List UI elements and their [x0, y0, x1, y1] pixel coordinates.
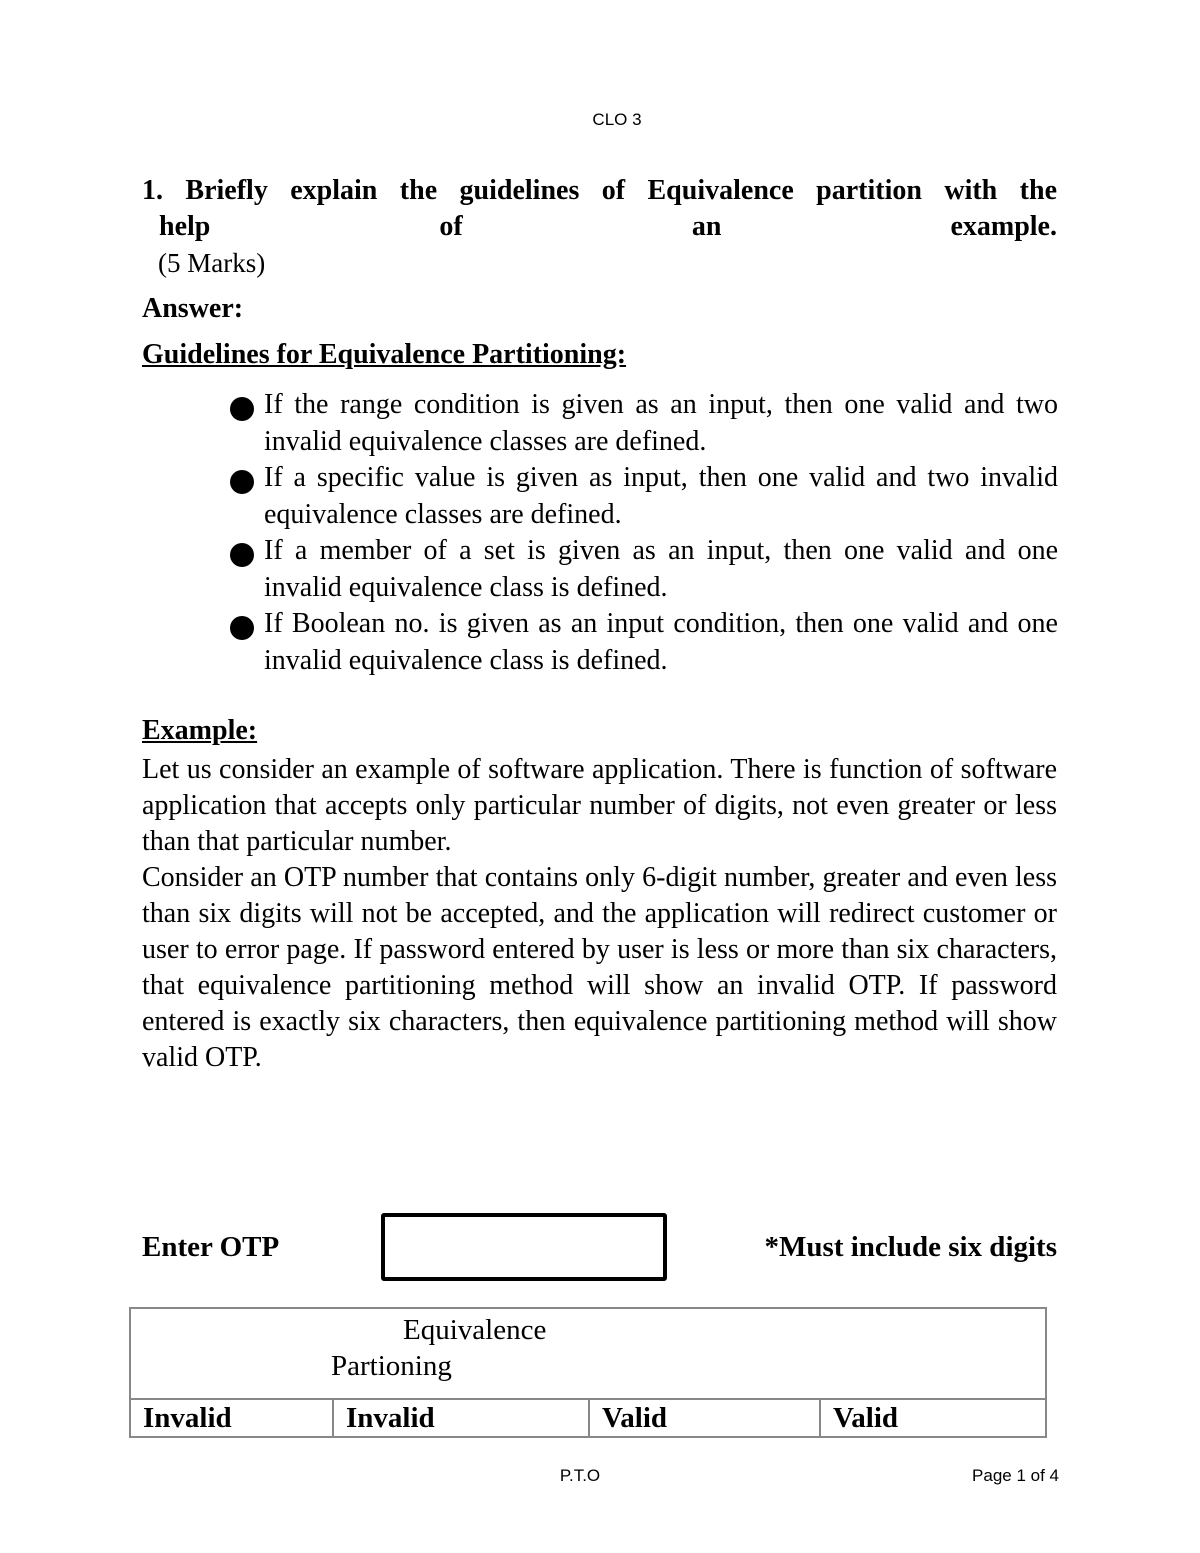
question-word: help: [159, 211, 211, 242]
table-cell: Valid: [820, 1399, 1046, 1437]
list-item-text: If a member of a set is given as an input, then one valid and one invalid equivalence class is defined.: [264, 535, 1058, 603]
example-title: Example:: [142, 715, 258, 746]
list-item-text: If a specific value is given as input, then one valid and two invalid equivalence classes are defined.: [264, 462, 1058, 530]
list-item: [228, 460, 1058, 533]
list-item-text: If the range condition is given as an input, then one valid and two invalid equivalence classes are defined.: [264, 389, 1058, 457]
example-paragraph-2: Consider an OTP number that contains only 6-digit number, greater and even less than six digits will not be accepted, and the application will redirect customer or user to error page. If password entered by user is less or more than six characters, that equivalence partitioning method will show an invalid OTP. If password entered is exactly six characters, then equivalence partitioning method will show valid OTP.: [142, 862, 1057, 1073]
bullet-icon: [228, 460, 264, 496]
question-word: an: [691, 211, 722, 242]
question-line-2: [142, 209, 1057, 245]
page-header: CLO 3: [592, 110, 642, 129]
list-item-text: If Boolean no. is given as an input condition, then one valid and one invalid equivalence class is defined.: [264, 608, 1058, 676]
footer-pto: P.T.O: [559, 1466, 601, 1485]
list-item: [228, 533, 1058, 606]
table-cell: Invalid: [130, 1399, 333, 1437]
example-body: [142, 752, 1057, 1076]
question-word: example.: [950, 211, 1057, 242]
table-row: [130, 1399, 1046, 1437]
question-word: of: [439, 211, 463, 242]
question-marks: (5 Marks): [158, 248, 266, 278]
question-heading: [142, 173, 1057, 245]
table-cell: Invalid: [333, 1399, 589, 1437]
guidelines-title: Guidelines for Equivalence Partitioning:: [142, 339, 627, 370]
otp-label: Enter OTP: [142, 1231, 280, 1263]
bullet-icon: [228, 387, 264, 423]
table-caption-row: [130, 1308, 1046, 1399]
list-item: [228, 606, 1058, 679]
example-paragraph-1: Let us consider an example of software application. There is function of software application that accepts only particular number of digits, not even greater or less than that particular number.: [142, 754, 1057, 857]
table-caption-line-2: Partioning: [331, 1350, 452, 1382]
footer-page-number: Page 1 of 4: [972, 1466, 1059, 1485]
equivalence-table: [129, 1307, 1047, 1438]
otp-note: *Must include six digits: [764, 1231, 1057, 1263]
table-caption: [130, 1308, 1046, 1399]
question-line-1: 1. Briefly explain the guidelines of Equivalence partition with the: [142, 175, 1057, 206]
guidelines-list: [228, 387, 1058, 679]
list-item: [228, 387, 1058, 460]
table-caption-line-1: Equivalence: [403, 1314, 547, 1346]
bullet-icon: [228, 606, 264, 642]
table-cell: Valid: [589, 1399, 820, 1437]
bullet-icon: [228, 533, 264, 569]
answer-label: Answer:: [142, 293, 244, 324]
otp-input[interactable]: [381, 1213, 667, 1281]
